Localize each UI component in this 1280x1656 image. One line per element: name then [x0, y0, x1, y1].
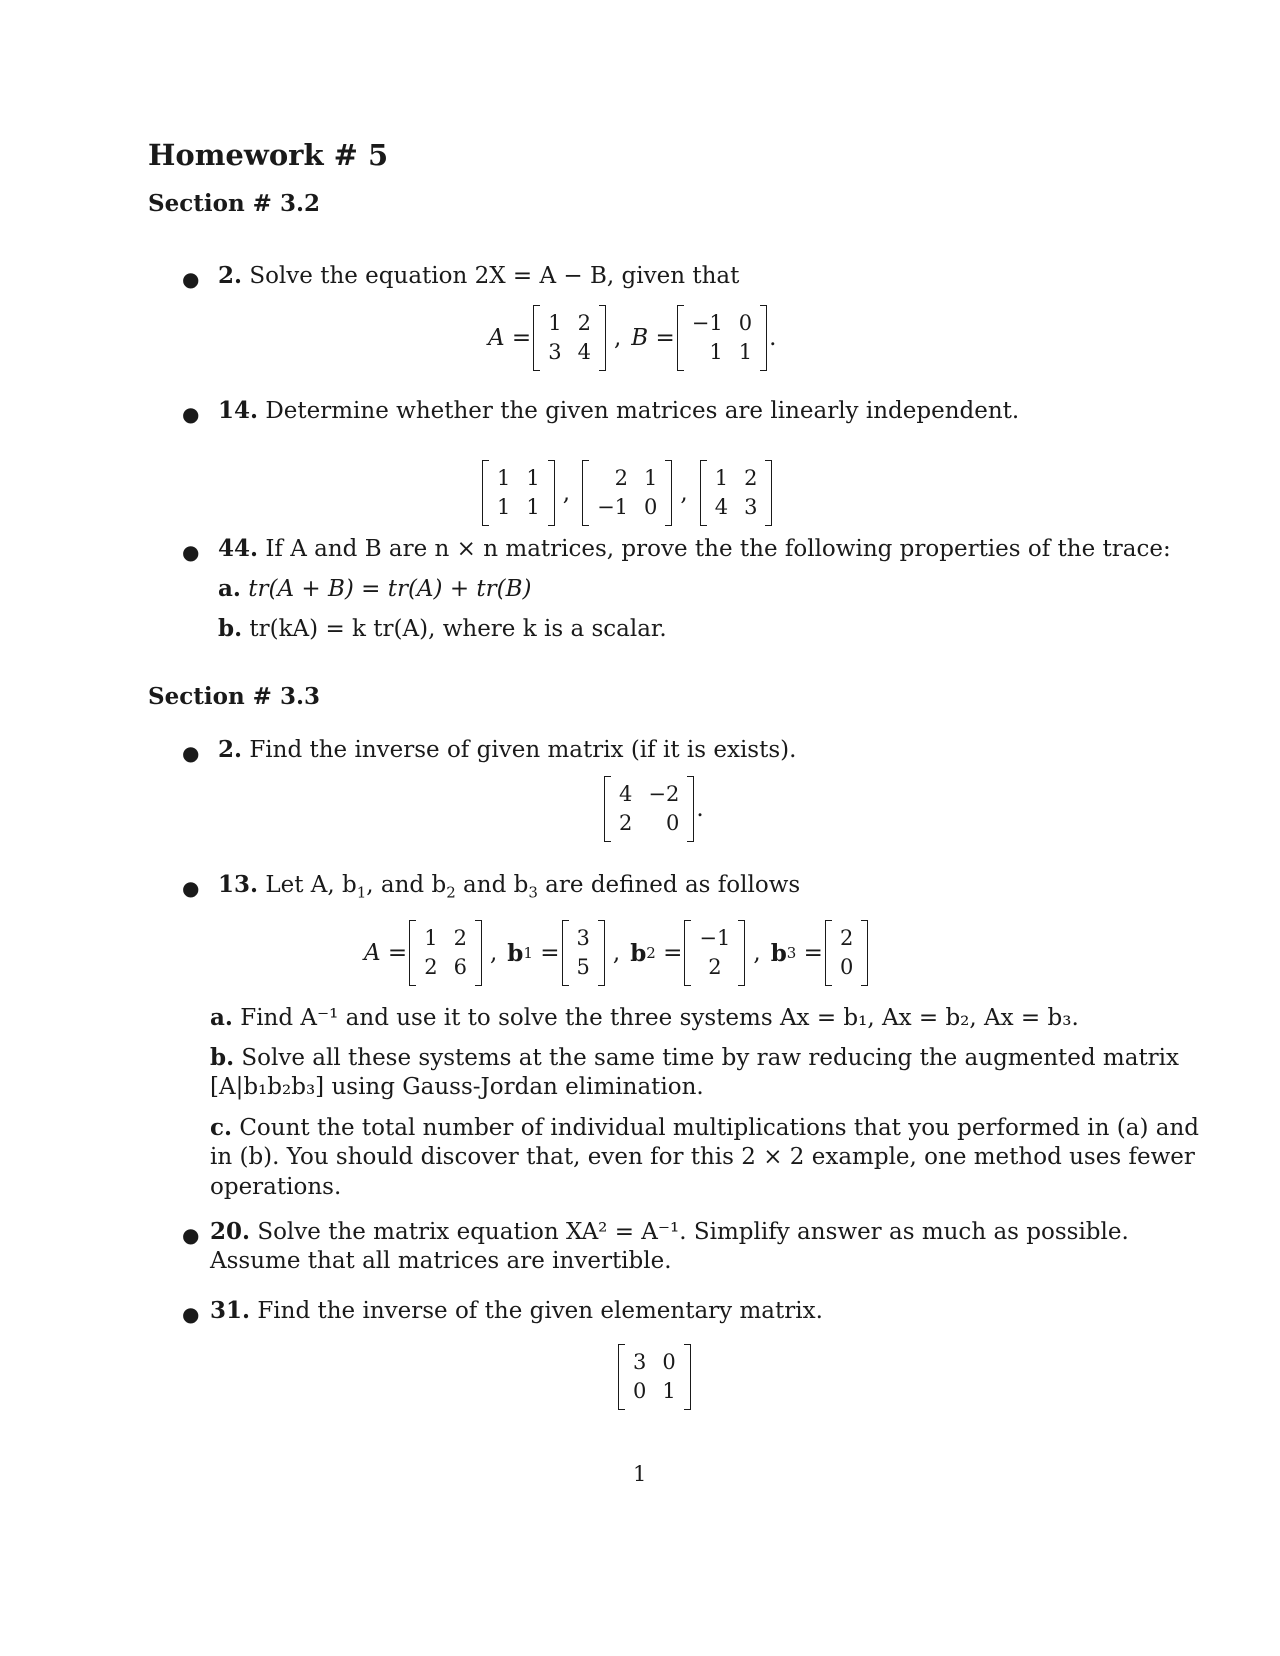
matrix — [618, 1344, 691, 1410]
problem-text: If A and B are n × n matrices, prove the the following properties of the trace: — [265, 536, 1171, 562]
matrix-cell: 1 — [714, 466, 729, 490]
problem-13-matrices: A = 1 2 2 6 , b 1 = 3 5 , b 2 = −1 2 , b 3 = 2 0 — [364, 920, 870, 986]
vector-b3 — [825, 920, 868, 986]
matrix-a-label: A = — [488, 325, 532, 351]
matrix-cell: −1 — [597, 495, 629, 519]
problem-text: Find the inverse of given matrix (if it is exists). — [249, 737, 797, 763]
matrix-cell: 6 — [453, 955, 467, 979]
part-label: b. — [218, 615, 243, 642]
bullet-icon: ● — [182, 402, 200, 426]
matrix-a-label: A = — [364, 940, 408, 966]
problem-14-statement — [218, 397, 1019, 424]
matrix-cell: 2 — [839, 926, 854, 950]
matrix-cell: 2 — [744, 466, 758, 490]
part-text: Count the total number of individual multiplications that you performed in (a) and — [239, 1115, 1200, 1141]
matrix-cell: 2 — [619, 811, 633, 835]
problem-number: 2. — [218, 262, 243, 289]
bullet-icon: ● — [182, 267, 200, 291]
matrix-cell: 2 — [708, 955, 722, 979]
problem-number: 20. — [210, 1218, 251, 1245]
problem-number: 44. — [218, 535, 259, 562]
bullet-icon: ● — [182, 741, 200, 765]
problem-number: 13. — [218, 871, 259, 898]
bullet-icon: ● — [182, 540, 200, 564]
problem-2-matrices: A = 1 2 3 4 , B = −1 0 1 1 . — [488, 305, 776, 371]
matrix-cell: 1 — [497, 466, 511, 490]
problem-text: Solve the matrix equation XA² = A⁻¹. Simplify answer as much as possible. — [257, 1219, 1129, 1245]
matrix-cell: 4 — [577, 340, 591, 364]
matrix-cell: 3 — [744, 495, 758, 519]
matrix-cell: 4 — [619, 782, 633, 806]
problem-13-part-c-cont: operations. — [210, 1174, 342, 1200]
part-label: a. — [210, 1004, 233, 1031]
matrix-cell: 2 — [453, 926, 467, 950]
problem-13-part-c — [210, 1114, 1199, 1141]
section-3-2-heading: Section # 3.2 — [148, 190, 320, 217]
problem-31-statement — [210, 1297, 823, 1324]
problem-3-3-2-statement — [218, 736, 796, 763]
part-text: tr(kA) = k tr(A), where k is a scalar. — [249, 616, 667, 642]
matrix-cell: 5 — [576, 955, 590, 979]
problem-13-statement: 13. Let A, $b_1$, and $b_2$ and $b_3$ are defined as follows — [218, 871, 801, 902]
matrix-cell: 3 — [633, 1350, 647, 1374]
part-label: c. — [210, 1114, 233, 1141]
matrix-cell: 0 — [738, 311, 753, 335]
page-title: Homework # 5 — [148, 138, 389, 172]
problem-13-part-b-cont: [A|b₁b₂b₃] using Gauss-Jordan elimination. — [210, 1074, 704, 1100]
matrix-cell: 3 — [576, 926, 590, 950]
page-number: 1 — [633, 1462, 647, 1486]
problem-31-matrix — [616, 1344, 693, 1410]
matrix-cell: 2 — [424, 955, 438, 979]
problem-text: , and b — [366, 872, 447, 898]
problem-20-statement — [210, 1218, 1129, 1245]
matrix-cell: 0 — [665, 811, 680, 835]
problem-44-part-a — [218, 575, 532, 602]
part-label: a. — [218, 575, 241, 602]
vector-b3-label: b — [770, 939, 787, 967]
problem-44-statement — [218, 535, 1171, 562]
matrix-cell: 3 — [548, 340, 562, 364]
matrix-3 — [700, 460, 773, 526]
matrix-cell: 2 — [614, 466, 629, 490]
part-text: Find A⁻¹ and use it to solve the three systems Ax = b₁, Ax = b₂, Ax = b₃. — [240, 1005, 1079, 1031]
matrix-cell: −2 — [648, 782, 680, 806]
vector-b2-label: b — [630, 939, 647, 967]
matrix-cell: 1 — [548, 311, 562, 335]
matrix-cell: 0 — [644, 495, 658, 519]
vector-b2 — [684, 920, 745, 986]
part-label: b. — [210, 1044, 235, 1071]
part-text: Solve all these systems at the same time by raw reducing the augmented matrix — [241, 1045, 1180, 1071]
matrix-cell: 0 — [633, 1379, 647, 1403]
matrix-cell: 1 — [526, 495, 540, 519]
bullet-icon: ● — [182, 1302, 200, 1326]
problem-13-part-c-cont: in (b). You should discover that, even for this 2 × 2 example, one method uses fewer — [210, 1144, 1195, 1170]
matrix-cell: 1 — [497, 495, 511, 519]
problem-number: 14. — [218, 397, 259, 424]
matrix-cell: 4 — [714, 495, 729, 519]
matrix-a — [533, 305, 606, 371]
vector-b1-label: b — [507, 939, 524, 967]
problem-text: are defined as follows — [537, 872, 801, 898]
matrix-cell: 2 — [577, 311, 591, 335]
matrix-cell: −1 — [699, 926, 731, 950]
problem-text: Let A, b — [265, 872, 357, 898]
problem-14-matrices: 1 1 1 1 , 2 1 −1 0 , 1 2 4 3 — [480, 460, 774, 526]
matrix — [604, 776, 694, 842]
problem-text: Determine whether the given matrices are linearly independent. — [265, 398, 1020, 424]
section-3-3-heading: Section # 3.3 — [148, 683, 320, 710]
matrix-cell: 1 — [662, 1379, 676, 1403]
matrix-cell: 1 — [526, 466, 540, 490]
problem-text: and b — [455, 872, 529, 898]
matrix-cell: 0 — [662, 1350, 676, 1374]
matrix-cell: −1 — [691, 311, 723, 335]
vector-b1 — [562, 920, 605, 986]
problem-text: Solve the equation 2X = A − B, given that — [249, 263, 740, 289]
part-text: tr(A + B) = tr(A) + tr(B) — [248, 576, 532, 602]
problem-13-part-b — [210, 1044, 1179, 1071]
problem-number: 2. — [218, 736, 243, 763]
bullet-icon: ● — [182, 876, 200, 900]
problem-text: Find the inverse of the given elementary matrix. — [257, 1298, 823, 1324]
matrix-a — [409, 920, 482, 986]
matrix-2 — [582, 460, 672, 526]
matrix-b-label: B = — [631, 325, 675, 351]
problem-20-statement-cont: Assume that all matrices are invertible. — [210, 1248, 672, 1274]
matrix-b — [677, 305, 767, 371]
matrix-cell: 1 — [738, 340, 753, 364]
problem-number: 31. — [210, 1297, 251, 1324]
problem-13-part-a — [210, 1004, 1079, 1031]
problem-2-statement — [218, 262, 739, 289]
problem-3-3-2-matrix: 4 −2 2 0 . — [602, 776, 704, 842]
problem-44-part-b — [218, 615, 667, 642]
matrix-cell: 1 — [709, 340, 723, 364]
matrix-1 — [482, 460, 555, 526]
matrix-cell: 1 — [424, 926, 438, 950]
bullet-icon: ● — [182, 1223, 200, 1247]
matrix-cell: 0 — [839, 955, 854, 979]
matrix-cell: 1 — [644, 466, 658, 490]
